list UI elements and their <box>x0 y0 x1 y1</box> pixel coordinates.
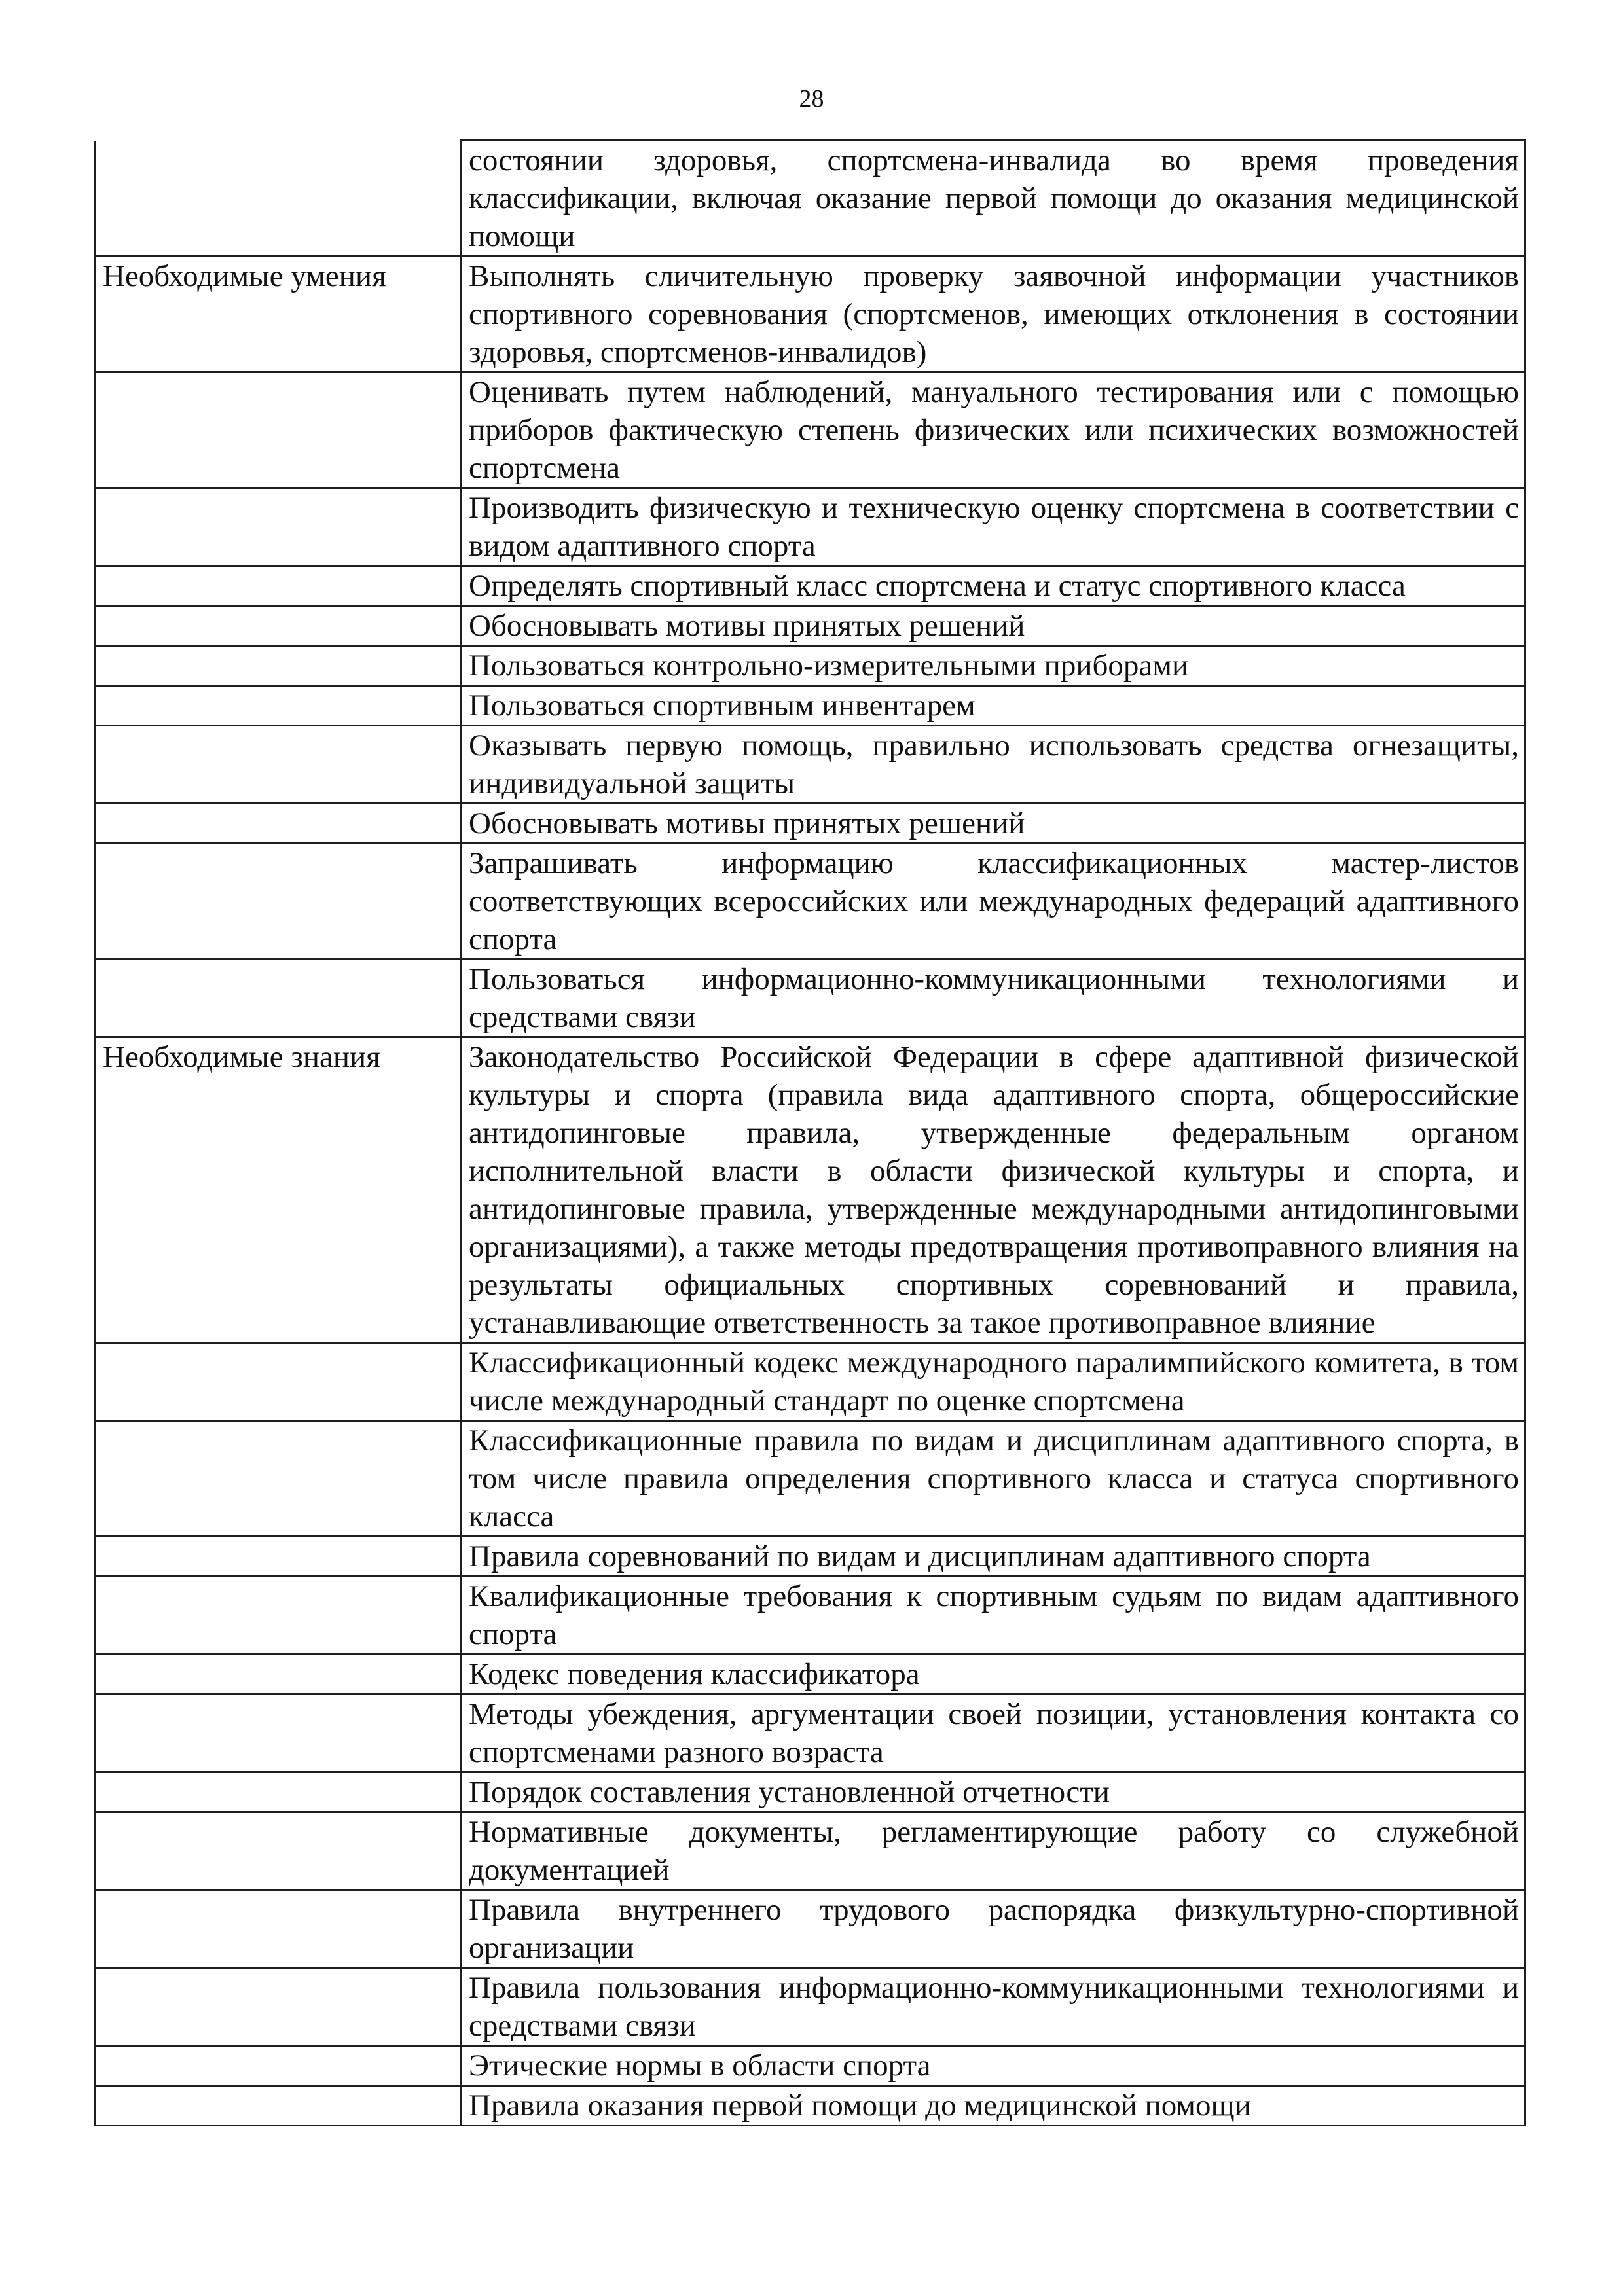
table-cell: состоянии здоровья, спортсмена-инвалида во время проведения классификации, включая оказание первой помощи до оказания медицинской помощи <box>462 141 1525 257</box>
table-row <box>96 686 1525 726</box>
table-row <box>96 488 1525 566</box>
knowledge-item: Кодекс поведения классификатора <box>462 1655 1525 1695</box>
knowledge-item: Правила внутреннего трудового распорядка физкультурно-спортивной организации <box>462 1890 1525 1968</box>
table-row <box>96 2086 1525 2126</box>
skills-label: Необходимые умения <box>96 257 462 372</box>
table-row <box>96 960 1525 1037</box>
skill-item: Оказывать первую помощь, правильно использовать средства огнезащиты, индивидуальной защиты <box>462 726 1525 804</box>
knowledge-item: Правила пользования информационно-коммуникационными технологиями и средствами связи <box>462 1968 1525 2046</box>
skill-item: Обосновывать мотивы принятых решений <box>462 804 1525 844</box>
table-row <box>96 257 1525 372</box>
table-row <box>96 372 1525 488</box>
table-row <box>96 1655 1525 1695</box>
table-row <box>96 726 1525 804</box>
knowledge-item: Классификационный кодекс международного паралимпийского комитета, в том числе международный стандарт по оценке спортсмена <box>462 1343 1525 1421</box>
knowledge-item: Правила оказания первой помощи до медицинской помощи <box>462 2086 1525 2126</box>
table-row <box>96 1577 1525 1655</box>
table-row <box>96 1037 1525 1343</box>
knowledge-item: Методы убеждения, аргументации своей позиции, установления контакта со спортсменами разного возраста <box>462 1695 1525 1772</box>
knowledge-item: Классификационные правила по видам и дисциплинам адаптивного спорта, в том числе правила определения спортивного класса и статуса спортивного класса <box>462 1421 1525 1537</box>
table-row <box>96 1537 1525 1577</box>
table-row <box>96 646 1525 686</box>
skill-item: Пользоваться информационно-коммуникационными технологиями и средствами связи <box>462 960 1525 1037</box>
skill-item: Оценивать путем наблюдений, мануального тестирования или с помощью приборов фактическую степень физических или психических возможностей спортсмена <box>462 372 1525 488</box>
knowledge-label: Необходимые знания <box>96 1037 462 1343</box>
table-row <box>96 1695 1525 1772</box>
table-row <box>96 2046 1525 2086</box>
knowledge-item: Нормативные документы, регламентирующие работу со служебной документацией <box>462 1812 1525 1890</box>
table-row <box>96 1812 1525 1890</box>
skill-item: Определять спортивный класс спортсмена и статус спортивного класса <box>462 566 1525 606</box>
knowledge-item: Законодательство Российской Федерации в сфере адаптивной физической культуры и спорта (правила вида адаптивного спорта, общероссийские антидопинговые правила, утвержденные федеральным органом исполнительной власти в области физической культуры и спорта, и антидопинговые правила, утвержденные международными антидопинговыми организациями), а также методы предотвращения противоправного влияния на результаты официальных спортивных соревнований и правила, устанавливающие ответственность за такое противоправное влияние <box>462 1037 1525 1343</box>
table-row <box>96 1968 1525 2046</box>
page-number: 28 <box>799 85 824 113</box>
knowledge-item: Этические нормы в области спорта <box>462 2046 1525 2086</box>
table-row <box>96 1343 1525 1421</box>
competency-table <box>94 139 1526 2126</box>
skill-item: Запрашивать информацию классификационных мастер-листов соответствующих всероссийских или международных федераций адаптивного спорта <box>462 844 1525 960</box>
table-row <box>96 804 1525 844</box>
skill-item: Пользоваться контрольно-измерительными приборами <box>462 646 1525 686</box>
table-row <box>96 844 1525 960</box>
table-row <box>96 1772 1525 1812</box>
knowledge-item: Квалификационные требования к спортивным судьям по видам адаптивного спорта <box>462 1577 1525 1655</box>
row-label-empty <box>96 141 462 257</box>
table-row <box>96 606 1525 646</box>
table-row <box>96 566 1525 606</box>
knowledge-item: Правила соревнований по видам и дисциплинам адаптивного спорта <box>462 1537 1525 1577</box>
table-row <box>96 1421 1525 1537</box>
skill-item: Выполнять сличительную проверку заявочной информации участников спортивного соревнования (спортсменов, имеющих отклонения в состоянии здоровья, спортсменов-инвалидов) <box>462 257 1525 372</box>
skill-item: Производить физическую и техническую оценку спортсмена в соответствии с видом адаптивного спорта <box>462 488 1525 566</box>
table-row <box>96 141 1525 257</box>
table-row <box>96 1890 1525 1968</box>
skill-item: Обосновывать мотивы принятых решений <box>462 606 1525 646</box>
knowledge-item: Порядок составления установленной отчетности <box>462 1772 1525 1812</box>
skill-item: Пользоваться спортивным инвентарем <box>462 686 1525 726</box>
